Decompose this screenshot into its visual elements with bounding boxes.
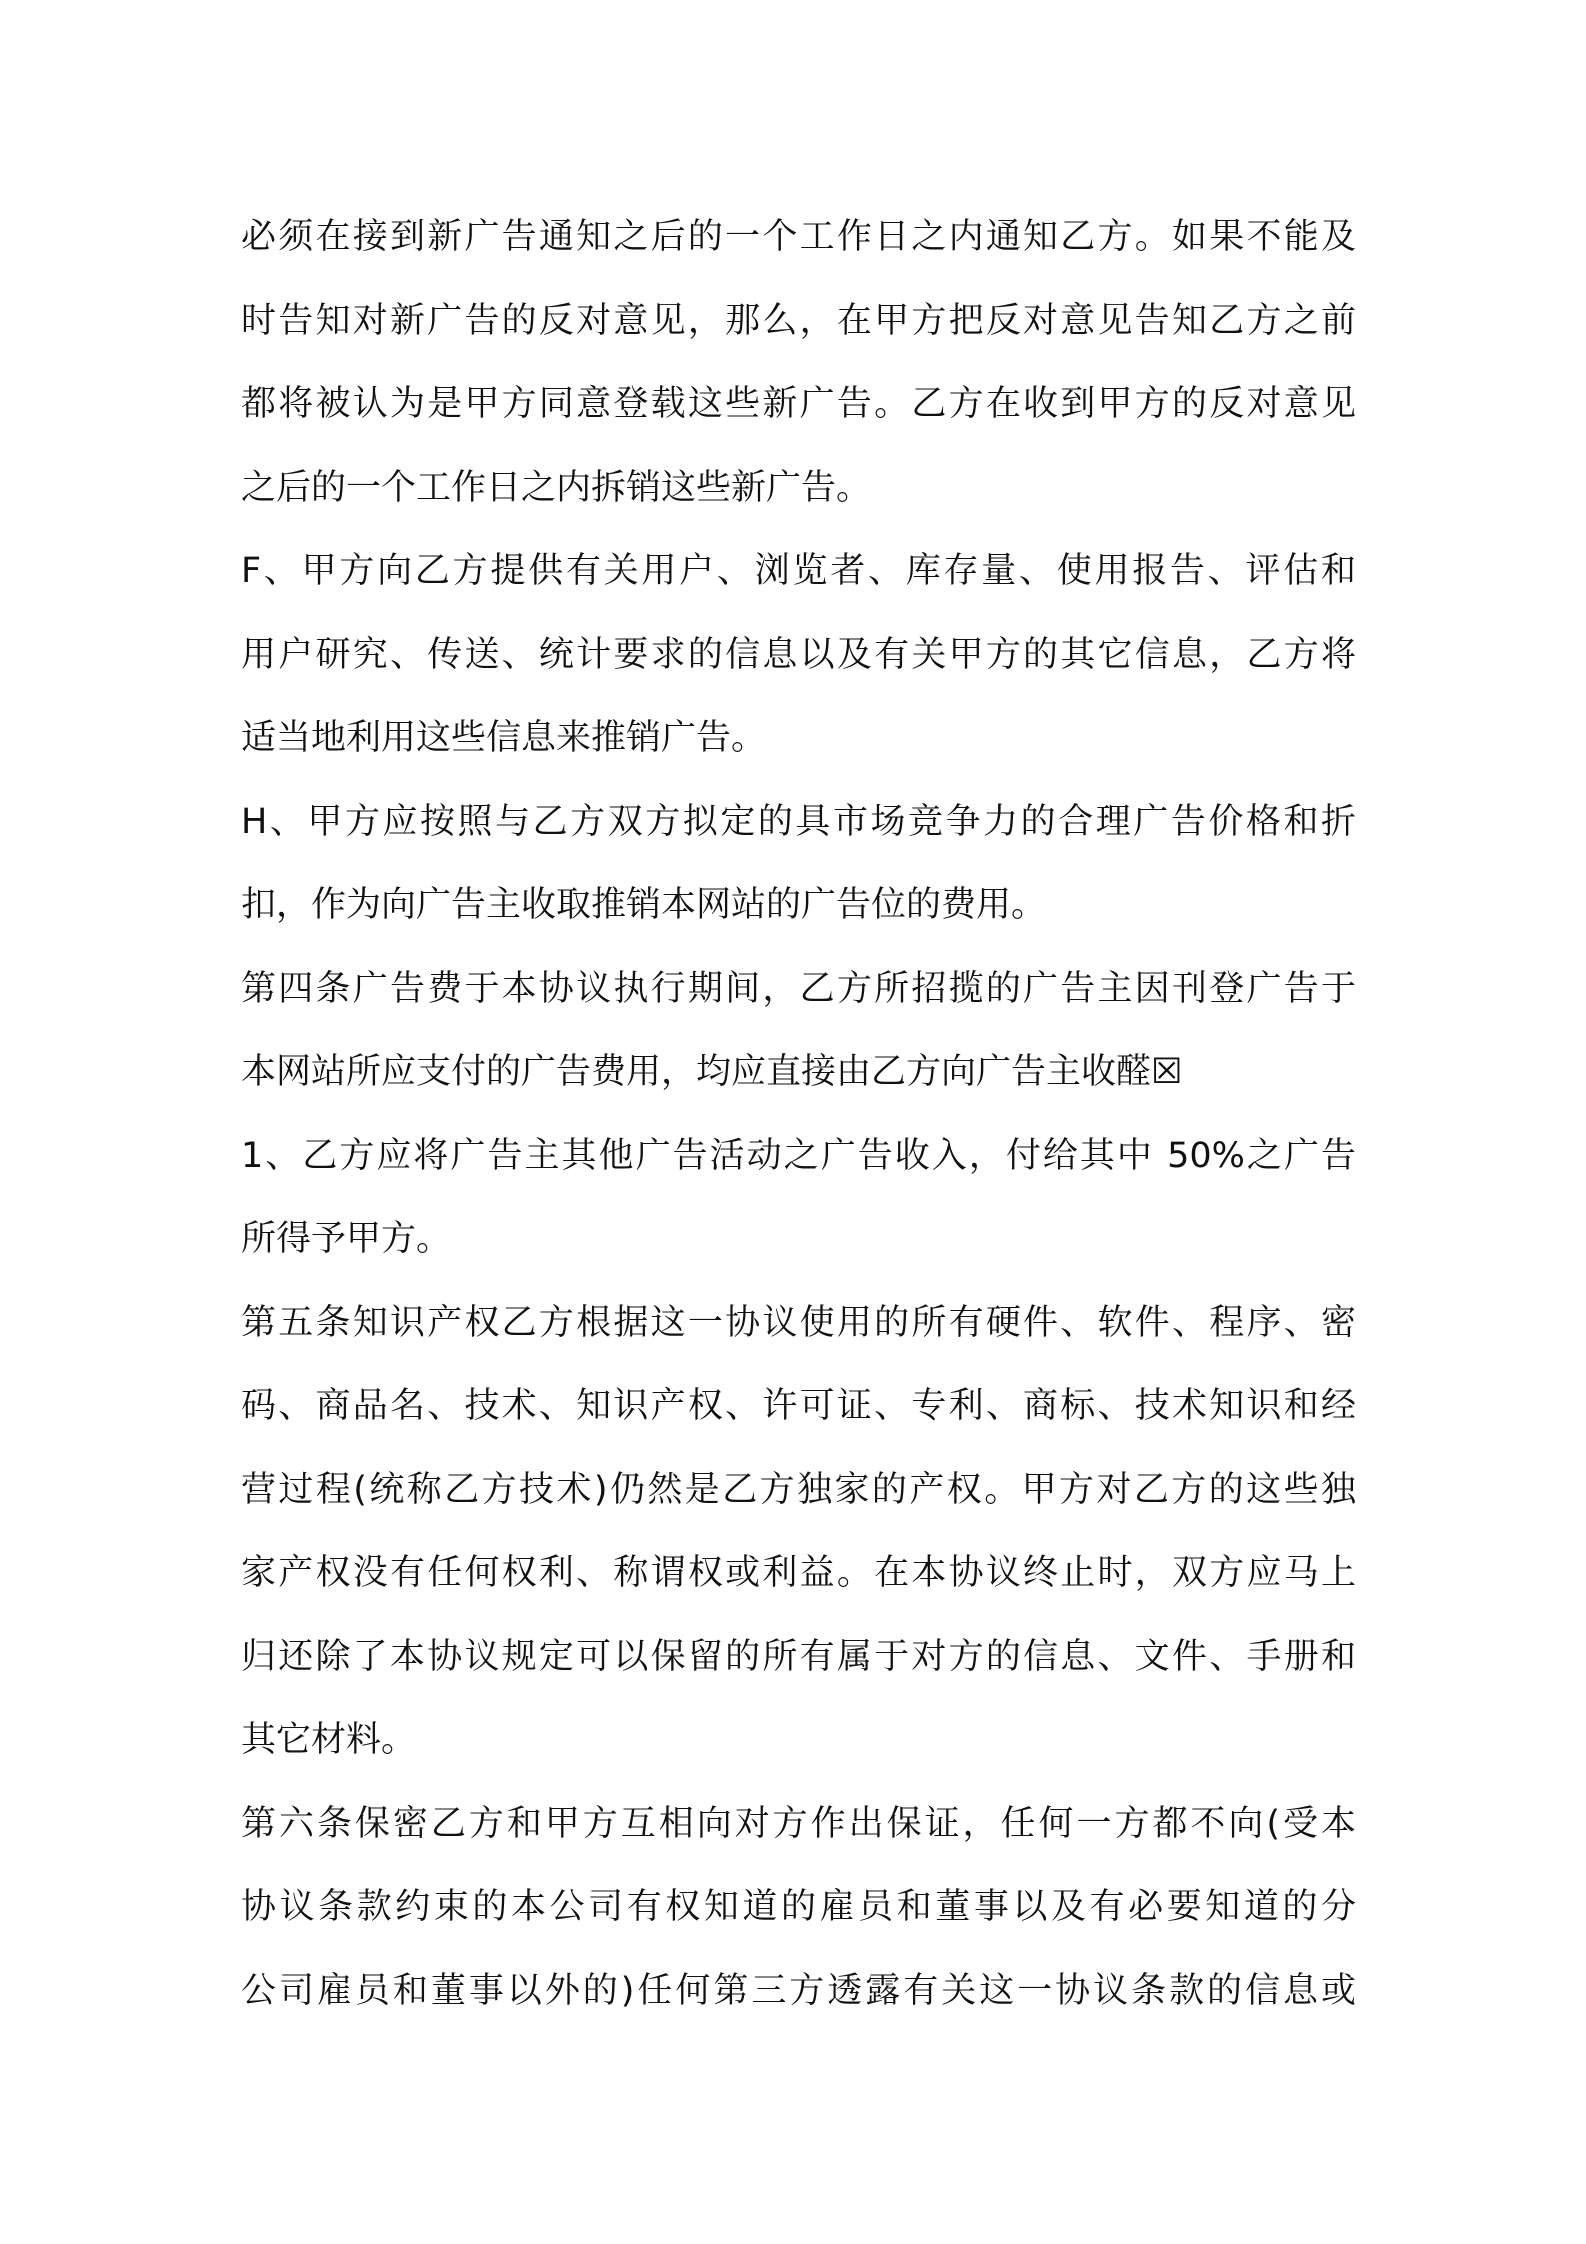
- text-line: 必须在接到新广告通知之后的一个工作日之内通知乙方。如果不能及: [241, 217, 1356, 257]
- text-line: 家产权没有任何权利、称谓权或利益。在本协议终止时，双方应马上: [241, 1553, 1356, 1593]
- paragraph-clause-f: [241, 530, 1356, 781]
- text-line: F、甲方向乙方提供有关用户、浏览者、库存量、使用报告、评估和: [241, 551, 1356, 591]
- text-line: 时告知对新广告的反对意见，那么，在甲方把反对意见告知乙方之前: [241, 300, 1356, 341]
- text-line: 公司雇员和董事以外的)任何第三方透露有关这一协议条款的信息或: [241, 1970, 1356, 2011]
- text-line: 适当地利用这些信息来推销广告。: [241, 718, 767, 758]
- text-line: 本网站所应支付的广告费用，均应直接由乙方向广告主收醛☒: [241, 1052, 1183, 1092]
- paragraph-article-5: [241, 1282, 1356, 1783]
- text-line: 都将被认为是甲方同意登载这些新广告。乙方在收到甲方的反对意见: [241, 384, 1356, 424]
- text-line: 1、乙方应将广告主其他广告活动之广告收入，付给其中 50%之广告: [241, 1135, 1356, 1176]
- text-line: 之后的一个工作日之内拆销这些新广告。: [241, 467, 872, 508]
- text-line: 其它材料。: [241, 1720, 417, 1760]
- text-line: 第五条知识产权乙方根据这一协议使用的所有硬件、软件、程序、密: [241, 1302, 1356, 1343]
- text-line: 码、商品名、技术、知识产权、许可证、专利、商标、技术知识和经: [241, 1386, 1356, 1426]
- text-line: 第六条保密乙方和甲方互相向对方作出保证，任何一方都不向(受本: [241, 1803, 1356, 1844]
- paragraph-article-6: [241, 1783, 1356, 2034]
- text-line: 协议条款约束的本公司有权知道的雇员和董事以及有必要知道的分: [241, 1887, 1356, 1927]
- text-line: 归还除了本协议规定可以保留的所有属于对方的信息、文件、手册和: [241, 1636, 1356, 1677]
- paragraph-clause-h: [241, 781, 1356, 948]
- text-line: 第四条广告费于本协议执行期间，乙方所招揽的广告主因刊登广告于: [241, 968, 1356, 1009]
- paragraph-article-4-item-1: [241, 1115, 1356, 1282]
- text-line: 营过程(统称乙方技术)仍然是乙方独家的产权。甲方对乙方的这些独: [241, 1469, 1356, 1510]
- document-body: [241, 196, 1356, 2033]
- paragraph-new-ad-notice: [241, 196, 1356, 530]
- paragraph-article-4: [241, 948, 1356, 1115]
- text-line: 所得予甲方。: [241, 1219, 452, 1259]
- text-line: 扣，作为向广告主收取推销本网站的广告位的费用。: [241, 885, 1047, 925]
- text-line: H、甲方应按照与乙方双方拟定的具市场竞争力的合理广告价格和折: [241, 801, 1356, 842]
- text-line: 用户研究、传送、统计要求的信息以及有关甲方的其它信息，乙方将: [241, 634, 1356, 675]
